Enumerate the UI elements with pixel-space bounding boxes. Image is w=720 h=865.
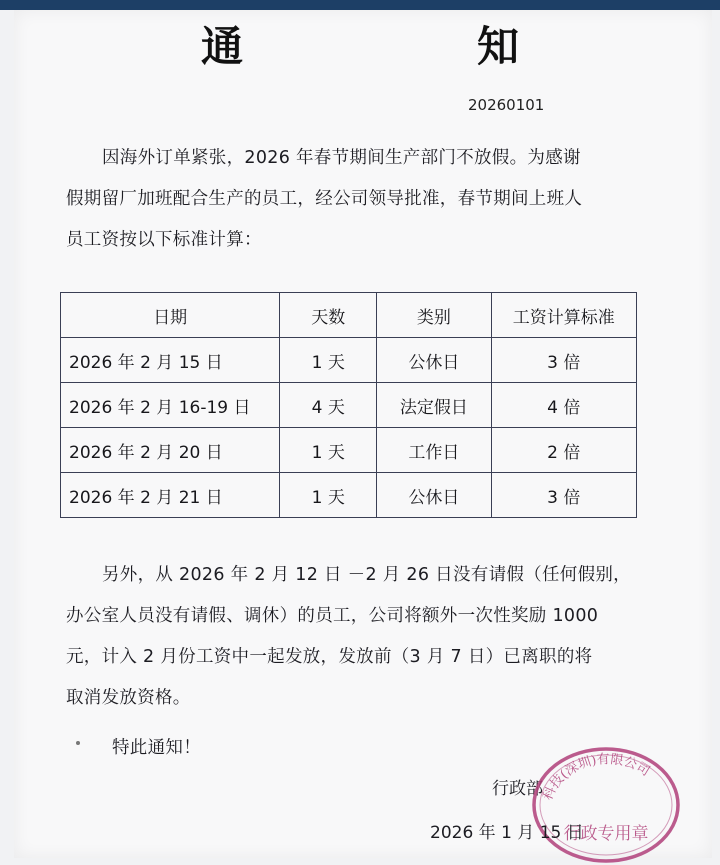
cell-days: 4 天 <box>280 383 377 428</box>
official-seal <box>520 735 690 865</box>
bonus-line-3: 元，计入 2 月份工资中一起发放，发放前（3 月 7 日）已离职的将 <box>66 647 593 667</box>
seal-inner-text: 行政专用章 <box>563 824 649 844</box>
cell-date: 2026 年 2 月 16-19 日 <box>61 383 280 428</box>
table-row <box>61 338 637 383</box>
bonus-paragraph <box>66 555 666 719</box>
cell-multiplier: 2 倍 <box>491 428 636 473</box>
cell-type: 工作日 <box>377 428 491 473</box>
header-days: 天数 <box>280 293 377 338</box>
intro-line-2: 假期留厂加班配合生产的员工，经公司领导批准，春节期间上班人 <box>66 189 583 209</box>
table-header-row <box>61 293 637 338</box>
bonus-line-4: 取消发放资格。 <box>66 688 191 708</box>
bonus-line-2: 办公室人员没有请假、调休）的员工，公司将额外一次性奖励 1000 <box>66 606 599 626</box>
table-row <box>61 428 637 473</box>
top-bar <box>0 0 720 10</box>
cell-days: 1 天 <box>280 473 377 518</box>
cell-date: 2026 年 2 月 21 日 <box>61 473 280 518</box>
margin-dot <box>76 741 80 745</box>
header-type: 类别 <box>377 293 491 338</box>
cell-multiplier: 3 倍 <box>491 473 636 518</box>
document-number: 20260101 <box>468 96 545 114</box>
cell-multiplier: 4 倍 <box>491 383 636 428</box>
issue-date: 2026 年 1 月 15 日 <box>430 823 584 843</box>
header-date: 日期 <box>61 293 280 338</box>
cell-days: 1 天 <box>280 338 377 383</box>
cell-type: 公休日 <box>377 473 491 518</box>
cell-date: 2026 年 2 月 20 日 <box>61 428 280 473</box>
closing-text: 特此通知！ <box>112 738 201 758</box>
table-row <box>61 383 637 428</box>
cell-type: 法定假日 <box>377 383 491 428</box>
intro-paragraph <box>66 138 666 261</box>
cell-date: 2026 年 2 月 15 日 <box>61 338 280 383</box>
cell-type: 公休日 <box>377 338 491 383</box>
table-row <box>61 473 637 518</box>
seal-outer-text: 科技(深圳)有限公司 <box>540 752 653 803</box>
issuer-department: 行政部 <box>492 779 543 799</box>
cell-multiplier: 3 倍 <box>491 338 636 383</box>
cell-days: 1 天 <box>280 428 377 473</box>
intro-line-1: 因海外订单紧张，2026 年春节期间生产部门不放假。为感谢 <box>102 148 581 168</box>
intro-line-3: 员工资按以下标准计算： <box>66 230 262 250</box>
header-wage-standard: 工资计算标准 <box>491 293 636 338</box>
notice-title: 通 知 <box>200 22 615 71</box>
wage-table <box>60 292 637 518</box>
bonus-line-1: 另外，从 2026 年 2 月 12 日 －2 月 26 日没有请假（任何假别， <box>102 565 631 585</box>
